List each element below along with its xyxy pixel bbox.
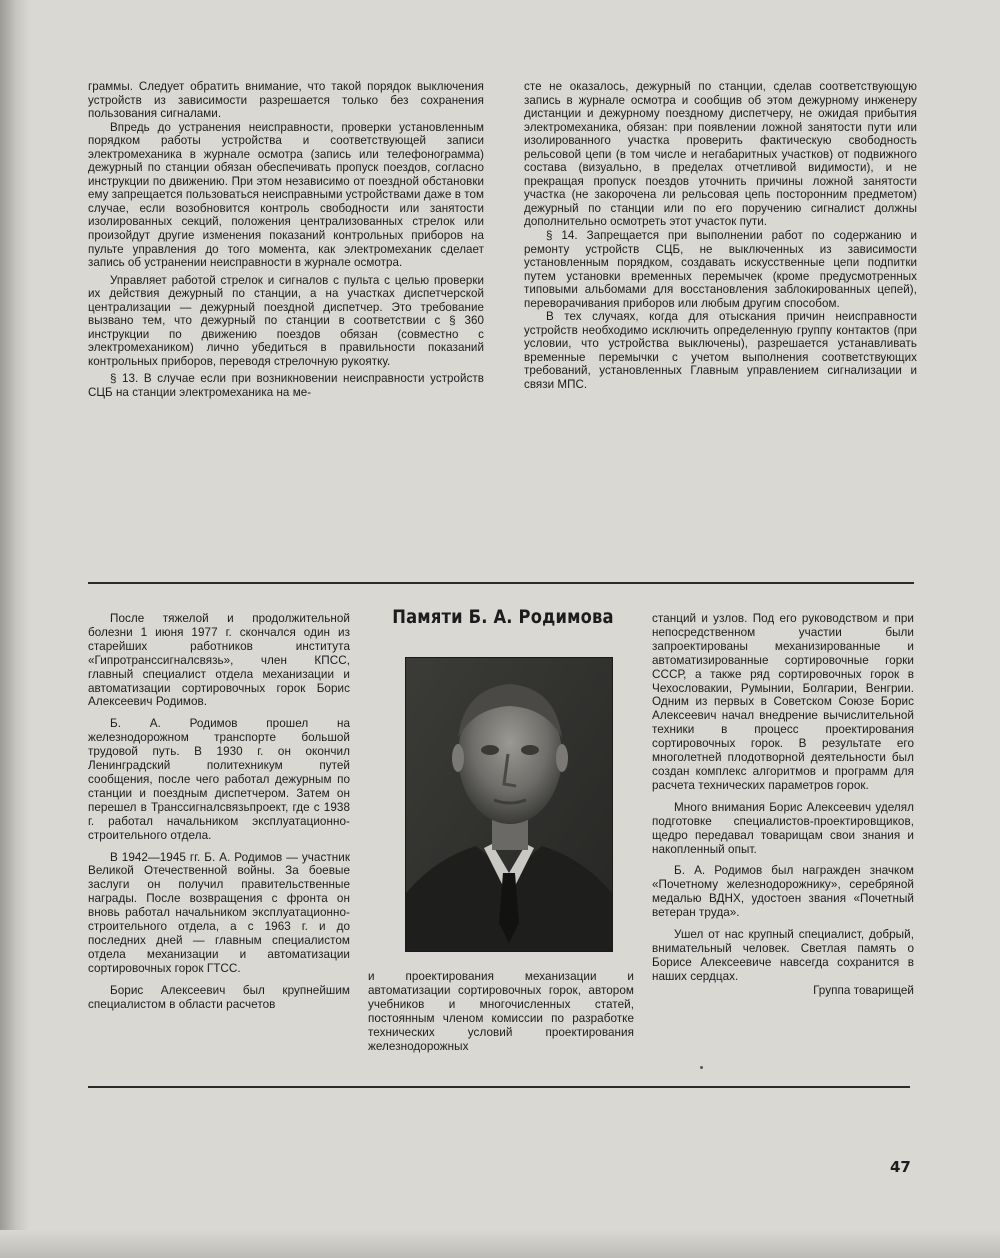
obituary-heading: Памяти Б. А. Родимова — [392, 606, 614, 628]
page-number: 47 — [890, 1158, 911, 1176]
article-right-column — [524, 80, 917, 392]
obituary-signature: Группа товарищей — [813, 983, 914, 997]
obituary-paragraph: В 1942—1945 гг. Б. А. Родимов — участник Великой Отечественной войны. За боевые заслуги он получил правительственные награды. После возвращения с фронта он вновь работал начальником эксплуатационно-строительного отдела, а с 1963 г. и до последних дней — главным специалистом отдела механизации и автоматизации сортировочных горок ГТСС. — [88, 850, 350, 975]
article-paragraph: § 13. В случае если при возникновении неисправности устройств СЦБ на станции электромеханика на ме- — [88, 372, 484, 400]
page-bottom-edge — [0, 1230, 1000, 1258]
article-paragraph: сте не оказалось, дежурный по станции, сделав соответствующую запись в журнале осмотра и сообщив об этом дежурному инженеру дистанции и дежурному поездному диспетчеру, не ожидая прибытия электромеханика, обязан: при появлении ложной занятости пути или изолированного участка проверить фактическую свободность рельсовой цепи (в том числе и негабаритных участков) от подвижного состава (визуально, в пределах отчетливой видимости), и не прекращая пропуск поездов уточнить причины ложной занятости участка (не закорочена ли рельсовая цепь посторонним предметом) дежурный по станции или по его поручению сигналист должны дополнительно осмотреть этот участок пути. — [524, 80, 917, 229]
obituary-left-column — [88, 612, 350, 1011]
portrait-photo — [405, 657, 613, 952]
section-divider — [88, 1086, 910, 1088]
article-paragraph: В тех случаях, когда для отыскания причин неисправности устройств необходимо исключить определенную группу контактов (при условии, что устройства выключены), разрешается устанавливать временные перемычки с учетом выполнения соответствующих требований, установленных Главным управлением сигнализации и связи МПС. — [524, 310, 917, 392]
print-speck — [700, 1066, 703, 1069]
article-paragraph: граммы. Следует обратить внимание, что такой порядок выключения устройств из зависимости разрешается только без сохранения пользования сигналами. — [88, 80, 484, 121]
obituary-right-column — [652, 612, 914, 998]
article-paragraph: Впредь до устранения неисправности, проверки установленным порядком работы устройства и соответствующей записи электромеханика в журнале осмотра (запись или телефонограмма) дежурный по станции обязан обеспечивать пропуск поездов, согласно инструкции по движению. При этом независимо от поездной обстановки ему запрещается пользоваться неисправными устройствами даже в том случае, если возобновится контроль свободности или занятости изолированных секций, положения централизованных стрелок или произойдут другие изменения показаний контрольных приборов на пульте управления до того момента, как электромеханик сделает запись об устранении неисправности в журнале осмотра. — [88, 120, 484, 270]
article-paragraph: § 14. Запрещается при выполнении работ по содержанию и ремонту устройств СЦБ, не выключенных из зависимости установленным порядком, создавать искусственные цепи подпитки путем установки временных перемычек (кроме предусмотренных типовыми альбомами для восстановления заблокированных цепей), переворачивания приборов или любым другим способом. — [524, 229, 917, 310]
obituary-paragraph: Ушел от нас крупный специалист, добрый, внимательный человек. Светлая память о Борисе Алексеевиче навсегда сохранится в наших сердцах. — [652, 928, 914, 983]
obituary-paragraph: Много внимания Борис Алексеевич уделял подготовке специалистов-проектировщиков, щедро передавал товарищам свои знания и накопленный опыт. — [652, 800, 914, 856]
article-paragraph: Управляет работой стрелок и сигналов с пульта с целью проверки их действия дежурный по станции, а на участках диспетчерской централизации — дежурный поездной диспетчер. Это требование вызвано тем, что дежурный по станции в соответствии с § 360 инструкции по движению поездов обязан (совместно с электромехаником) лично убедиться в правильности показаний контрольных приборов, переводя стрелочную рукоятку. — [88, 273, 484, 368]
obituary-paragraph: Борис Алексеевич был крупнейшим специалистом в области расчетов — [88, 983, 350, 1011]
obituary-paragraph: После тяжелой и продолжительной болезни 1 июня 1977 г. скончался один из старейших работников института «Гипротранссигналсвязь», член КПСС, главный специалист отдела механизации и автоматизации сортировочных горок Борис Алексеевич Родимов. — [88, 612, 350, 709]
obituary-paragraph: Б. А. Родимов был награжден значком «Почетному железнодорожнику», серебряной медалью ВДНХ, удостоен звания «Почетный ветеран труда». — [652, 864, 914, 920]
obituary-paragraph: станций и узлов. Под его руководством и при непосредственном участии были запроектированы механизированные и автоматизированные сортировочные горки СССР, а также ряд сортировочных горок в Чехословакии, Румынии, Болгарии, Венгрии. Одним из первых в Советском Союзе Борис Алексеевич начал внедрение вычислительной техники в процесс проектирования сортировочных горок. В результате его многолетней плодотворной деятельности был создан комплекс алгоритмов и программ для расчета технических параметров горок. — [652, 612, 914, 792]
page-binding-shadow — [0, 0, 30, 1258]
obituary-paragraph: Б. А. Родимов прошел на железнодорожном транспорте большой трудовой путь. В 1930 г. он окончил Ленинградский политехникум путей сообщения, после чего работал дежурным по станции и поездным диспетчером. Затем он перешел в Транссигналсвязьпроект, где с 1938 г. работал начальником эксплуатационно-строительного отдела. — [88, 717, 350, 842]
obituary-paragraph: и проектирования механизации и автоматизации сортировочных горок, автором учебников и многочисленных статей, постоянным членом комиссии по разработке технических условий проектирования железнодорожных — [368, 970, 634, 1053]
article-left-column — [88, 80, 484, 400]
obituary-middle-column — [368, 970, 634, 1053]
section-divider — [88, 582, 914, 584]
